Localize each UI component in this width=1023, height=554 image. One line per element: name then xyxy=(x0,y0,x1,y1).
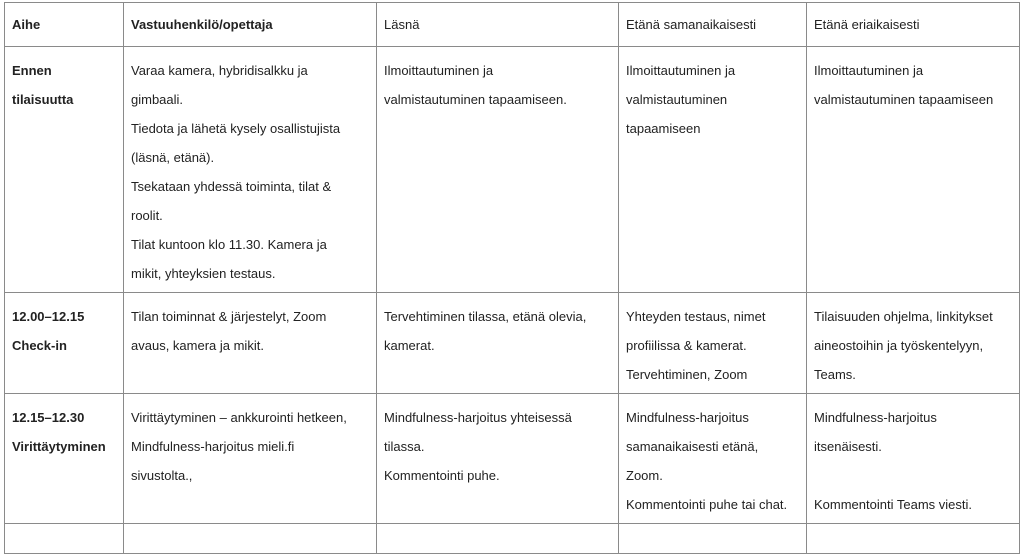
cell-vastuu: Varaa kamera, hybridisalkku ja gimbaali. Tiedota ja lähetä kysely osallistujista (läsnä, etänä). Tsekataan yhdessä toiminta, tilat & roolit. Tilat kuntoon klo 11.30. Kamera ja mikit, yhteyksien testaus. xyxy=(124,47,377,293)
cell-empty xyxy=(619,524,807,554)
cell-samanaikaisesti: Ilmoittautuminen ja valmistautuminen tapaamiseen xyxy=(619,47,807,293)
table-row xyxy=(5,394,1020,524)
header-vastuuhenkilo: Vastuuhenkilö/opettaja xyxy=(124,3,377,47)
cell-samanaikaisesti: Mindfulness-harjoitus samanaikaisesti etänä, Zoom. Kommentointi puhe tai chat. xyxy=(619,394,807,524)
cell-eriaikaisesti: Tilaisuuden ohjelma, linkitykset aineostoihin ja työskentelyyn, Teams. xyxy=(807,293,1020,394)
cell-lasna: Mindfulness-harjoitus yhteisessä tilassa. Kommentointi puhe. xyxy=(377,394,619,524)
cell-vastuu: Virittäytyminen – ankkurointi hetkeen, Mindfulness-harjoitus mieli.fi sivustolta., xyxy=(124,394,377,524)
cell-aihe: 12.15–12.30 Virittäytyminen xyxy=(5,394,124,524)
schedule-table xyxy=(4,2,1020,554)
cell-vastuu: Tilan toiminnat & järjestelyt, Zoom avaus, kamera ja mikit. xyxy=(124,293,377,394)
cell-samanaikaisesti: Yhteyden testaus, nimet profiilissa & kamerat. Tervehtiminen, Zoom xyxy=(619,293,807,394)
cell-empty xyxy=(807,524,1020,554)
cell-empty xyxy=(5,524,124,554)
header-etana-samanaikaisesti: Etänä samanaikaisesti xyxy=(619,3,807,47)
cell-lasna: Ilmoittautuminen ja valmistautuminen tapaamiseen. xyxy=(377,47,619,293)
cell-eriaikaisesti: Ilmoittautuminen ja valmistautuminen tapaamiseen xyxy=(807,47,1020,293)
header-aihe: Aihe xyxy=(5,3,124,47)
table-row xyxy=(5,293,1020,394)
cell-lasna: Tervehtiminen tilassa, etänä olevia, kamerat. xyxy=(377,293,619,394)
header-etana-eriaikaisesti: Etänä eriaikaisesti xyxy=(807,3,1020,47)
cell-aihe: 12.00–12.15 Check-in xyxy=(5,293,124,394)
cell-empty xyxy=(124,524,377,554)
header-lasna: Läsnä xyxy=(377,3,619,47)
cell-aihe: Ennen tilaisuutta xyxy=(5,47,124,293)
header-row xyxy=(5,3,1020,47)
cell-empty xyxy=(377,524,619,554)
table-row xyxy=(5,47,1020,293)
table-row-partial xyxy=(5,524,1020,554)
cell-eriaikaisesti: Mindfulness-harjoitus itsenäisesti. Kommentointi Teams viesti. xyxy=(807,394,1020,524)
